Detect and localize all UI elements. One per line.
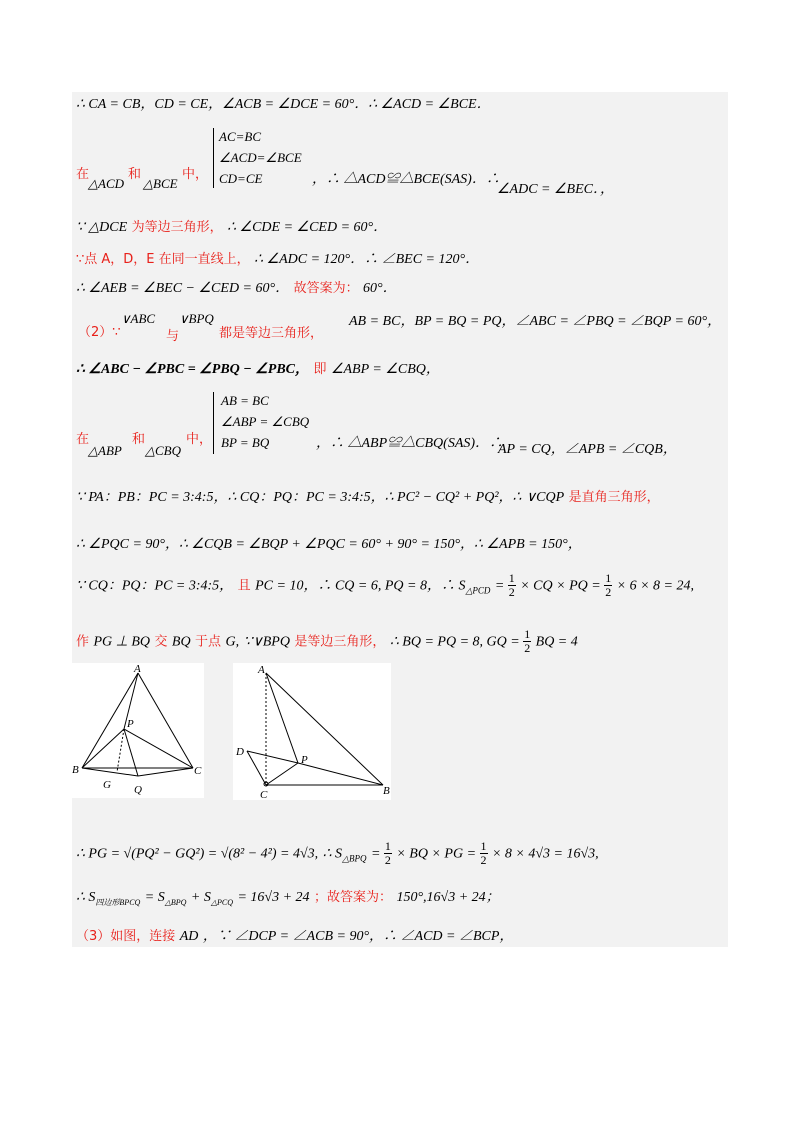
fig1-label-c: C <box>194 765 202 777</box>
tri-cbq: △CBQ <box>145 443 181 458</box>
line-12-b: PG ⊥ BQ <box>93 634 150 650</box>
line-12-i: ∴ BQ = PQ = 8, GQ = <box>389 634 524 650</box>
zai-label-2: 在 <box>76 432 90 447</box>
line-12-f: G, <box>225 634 240 650</box>
fig1-label-p: P <box>127 718 134 730</box>
zhong-label-2: 中， <box>186 432 213 447</box>
fig1-label-a: A <box>134 663 141 675</box>
line-9-b: ∨CQP <box>525 490 565 505</box>
fig1-label-q: Q <box>134 784 142 796</box>
line-14-sub: 四边形BPCQ <box>95 898 141 907</box>
system-equations <box>219 126 302 189</box>
line-6-b: ∨ABC <box>121 311 156 326</box>
line-10 <box>76 538 582 552</box>
line-14-sub3: △PCQ <box>210 898 233 907</box>
line-11 <box>76 572 694 599</box>
line-11-sub: △PCD <box>465 585 491 596</box>
line-12-h: 是等边三角形， <box>294 634 386 650</box>
line-7 <box>76 362 440 377</box>
line-13-b: ∴ S <box>322 846 343 862</box>
line-14-a: ∴ S <box>76 890 96 905</box>
fraction-half-1 <box>508 572 516 599</box>
fraction-half-3 <box>523 628 531 655</box>
fig2-label-c: C <box>260 789 268 800</box>
line-5-a: ∴ ∠AEB = ∠BEC − ∠CED = 60°． <box>76 281 290 296</box>
line-13-c: = <box>370 846 384 862</box>
line-11-d: = <box>494 578 508 594</box>
line-15 <box>76 929 513 944</box>
line-4 <box>76 252 479 267</box>
line-11-b: 且 <box>237 578 251 594</box>
frac-num: 1 <box>480 839 487 853</box>
frac-den: 2 <box>508 585 515 599</box>
line-6-d: ∨BPQ <box>179 311 214 326</box>
eq-2: ∠ACD=∠BCE <box>219 150 302 165</box>
line-7-b: 即 <box>313 362 327 377</box>
line-7-a: ∴ ∠ABC − ∠PBC = ∠PBQ − ∠PBC， <box>76 362 310 377</box>
line-15-c: ，∵ ∠DCP = ∠ACB = 90°，∴ ∠ACD = ∠BCP， <box>202 929 514 944</box>
he-label-2: 和 <box>132 432 146 447</box>
frac-den: 2 <box>524 641 531 655</box>
line-13-e: × 8 × 4√3 = 16√3, <box>491 846 599 862</box>
line-14-e: ；故答案为： <box>313 890 392 905</box>
line-11-c: PC = 10，∴ CQ = 6, PQ = 8，∴ S <box>255 578 466 594</box>
line-12-j: BQ = 4 <box>535 634 578 650</box>
line-13-sub: △BPQ <box>342 853 367 864</box>
figure-2 <box>233 663 391 800</box>
line-13-a: ∴ PG = √(PQ² − GQ²) = √(8² − 4²) = 4√3, <box>76 846 319 862</box>
frac-num: 1 <box>384 839 391 853</box>
line-10-a: ∴ ∠PQC = 90°，∴ ∠CQB = ∠BQP + ∠PQC = 60° + 90° = 150°，∴ ∠APB = 150°， <box>76 537 582 552</box>
line-13 <box>76 840 599 867</box>
line-11-e: × CQ × PQ = <box>520 578 605 594</box>
line-12-g: ∵∨BPQ <box>243 634 290 650</box>
system-brace-2 <box>213 392 214 454</box>
fraction-half-5 <box>480 840 488 867</box>
line-14-b: = S <box>144 890 165 905</box>
tri-abp: △ABP <box>88 443 122 458</box>
eq-1: AC=BC <box>219 129 261 144</box>
zai-label: 在 <box>76 167 90 182</box>
line-3-b: 为等边三角形， <box>131 220 223 235</box>
line-3-a: ∵ △DCE <box>76 220 128 235</box>
zhong-label: 中， <box>182 167 209 182</box>
line-11-a: ∵ CQ：PQ：PC = 3:4:5， <box>76 578 234 594</box>
frac-num: 1 <box>605 571 612 585</box>
line-12 <box>76 628 578 655</box>
line-3-c: ∴ ∠CDE = ∠CED = 60°． <box>227 220 388 235</box>
fraction-half-2 <box>604 572 612 599</box>
system-equations-2 <box>221 390 309 453</box>
line-9-c: 是直角三角形， <box>568 490 660 505</box>
congruence-2: ，∴ △ABP≌△CBQ(SAS)．∴ <box>316 436 504 451</box>
figure-2-svg <box>233 663 391 800</box>
fraction-half-4 <box>384 840 392 867</box>
system-brace <box>213 128 214 188</box>
line-12-e: 于点 <box>195 634 222 650</box>
line-14-f: 150°,16√3 + 24； <box>396 890 500 905</box>
line-15-b: AD <box>179 929 199 944</box>
line-9-a: ∵ PA：PB：PC = 3:4:5，∴ CQ：PQ：PC = 3:4:5，∴ PC² − CQ² + PQ²，∴ <box>76 490 522 505</box>
figure-1-svg <box>72 663 204 798</box>
line-5-c: 60°． <box>363 281 397 296</box>
eq2-1: AB = BC <box>221 393 269 408</box>
line-6-c: 与 <box>166 329 180 344</box>
angle-conclusion: ∠ADC = ∠BEC．， <box>497 182 614 197</box>
line-6-f: AB = BC，BP = BQ = PQ，∠ABC = ∠PBQ = ∠BQP = 60°， <box>349 314 722 329</box>
line-11-g: × 6 × 8 = 24, <box>616 578 694 594</box>
line-7-c: ∠ABP = ∠CBQ， <box>330 362 440 377</box>
frac-num: 1 <box>524 627 531 641</box>
eq2-3: BP = BQ <box>221 435 270 450</box>
frac-den: 2 <box>605 585 612 599</box>
tri-acd: △ACD <box>88 176 124 191</box>
fig2-label-p: P <box>301 754 308 766</box>
eq-3: CD=CE <box>219 171 263 186</box>
line-1 <box>76 98 491 112</box>
frac-den: 2 <box>480 853 487 867</box>
fig2-label-d: D <box>236 746 244 758</box>
line-15-a: （3）如图，连接 <box>76 929 176 944</box>
line-1-math: ∴ CA = CB，CD = CE，∠ACB = ∠DCE = 60°．∴ ∠ACD = ∠BCE． <box>76 97 491 112</box>
line-5 <box>76 281 397 296</box>
fig2-label-b: B <box>383 785 390 797</box>
he-label: 和 <box>128 167 142 182</box>
figure-1 <box>72 663 204 798</box>
line-12-a: 作 <box>76 634 90 650</box>
eq2-2: ∠ABP = ∠CBQ <box>221 414 310 429</box>
congruence: ，∴ △ACD≌△BCE(SAS)．∴ <box>312 172 500 187</box>
line-9 <box>76 490 660 505</box>
line-6-e: 都是等边三角形， <box>219 326 324 341</box>
line-6-a: （2）∵ <box>78 325 121 340</box>
frac-den: 2 <box>384 853 391 867</box>
line-13-d: × BQ × PG = <box>396 846 480 862</box>
line-5-b: 故答案为： <box>293 281 359 296</box>
line-14-sub2: △BPQ <box>164 898 187 907</box>
line-12-c: 交 <box>154 634 168 650</box>
frac-num: 1 <box>508 571 515 585</box>
line-14-c: + S <box>190 890 211 905</box>
tri-bce: △BCE <box>143 176 178 191</box>
line-14 <box>76 890 500 907</box>
line-14-d: = 16√3 + 24 <box>237 890 310 905</box>
fig2-label-a: A <box>258 664 265 676</box>
line-12-d: BQ <box>171 634 191 650</box>
line-4-b: ∴ ∠ADC = 120°．∴ ∠BEC = 120°． <box>254 252 480 267</box>
line-3 <box>76 220 387 235</box>
angle-conclusion-2: AP = CQ，∠APB = ∠CQB， <box>498 442 677 457</box>
fig1-label-b: B <box>72 764 79 776</box>
fig1-label-g: G <box>103 779 111 791</box>
line-4-a: ∵点 A，D，E 在同一直线上， <box>76 252 250 267</box>
